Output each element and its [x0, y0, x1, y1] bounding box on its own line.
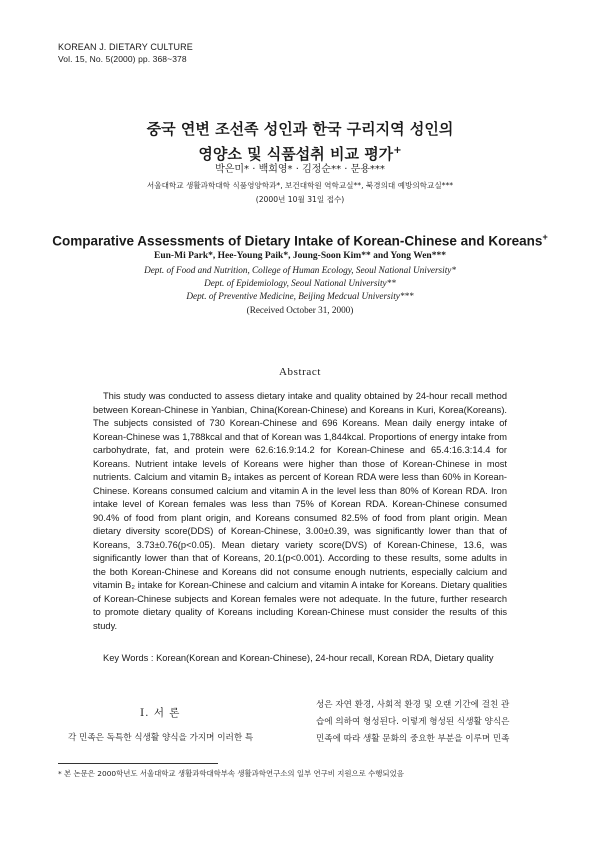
- english-affiliations: [0, 264, 600, 303]
- english-received-date: (Received October 31, 2000): [246, 305, 354, 315]
- korean-affiliations: 서울대학교 생활과학대학 식품영양학과*, 보건대학원 역학교실**, 북경의대 예방의학교실***: [146, 181, 454, 190]
- section-heading: I. 서 론: [140, 707, 181, 719]
- footnote-rule: [58, 763, 218, 764]
- journal-name: KOREAN J. DIETARY CULTURE: [58, 42, 193, 52]
- body-line: 민족에 따라 생활 문화의 중요한 부분을 이루며 민족: [316, 734, 510, 744]
- body-right-column: [316, 697, 548, 748]
- body-left-column: 각 민족은 독특한 식생활 양식을 가지며 이러한 특: [68, 733, 254, 743]
- korean-title: [0, 118, 600, 165]
- body-line: 습에 의하여 형성된다. 이렇게 형성된 식생활 양식은: [316, 717, 510, 727]
- korean-title-line1: 중국 연변 조선족 성인과 한국 구리지역 성인의: [146, 120, 454, 138]
- affiliation-line: Dept. of Food and Nutrition, College of Human Ecology, Seoul National University*: [144, 265, 456, 275]
- title-funding-mark: +: [393, 145, 402, 156]
- korean-title-line2: 영양소 및 식품섭취 비교 평가+: [198, 145, 402, 163]
- korean-authors: 박은미* · 백희영* · 김정순** · 문용***: [215, 164, 385, 175]
- body-line: 성은 자연 환경, 사회적 환경 및 오랜 기간에 걸친 관: [316, 700, 510, 710]
- korean-received-date: (2000년 10월 31일 접수): [255, 195, 345, 204]
- abstract-body: This study was conducted to assess dietary intake and quality obtained by 24-hour recall method between Korean-Chinese in Yanbian, China(Korean-Chinese) and Koreans in Kuri, Korea(Koreans). The subjects consisted of 730 Korean-Chinese and 696 Koreans. Mean daily energy intake of Korean-Chinese was 1,788kcal and that of Korean was 1,844kcal. Proportions of energy intake from carbohydrate, fat, and protein were 62.6:16.9:14.2 for Korean-Chinese and 65.4:16.3:14.4 for Koreans. Nutrient intake levels of Koreans were higher than those of Korean-Chinese in most nutrients. Calcium and vitamin B₂ intakes as percent of Korean RDA were less than 60% in Korean-Chinese. Koreans consumed calcium and vitamin A in the level less than 80% of Korean RDA. Iron intake level of Korean females was less than 75% of Korean RDA. Korean-Chinese consumed 90.4% of food from plant origin, and Koreans consumed 82.5% of food from plant origin. Mean dietary diversity score(DDS) of Korean-Chinese, 3.00±0.39, was significantly lower than that of Koreans, 3.73±0.76(p<0.05). Mean dietary variety score(DVS) of Korean-Chinese, 13.6, was significantly lower than that of Koreans, 20.1(p<0.001). According to these results, some adults in the both Korean-Chinese and Koreans did not consume enough nutrients, especially calcium and vitamin B₂ intake for Korean-Chinese and calcium and vitamin A intake for Koreans. Dietary qualities of Korean-Chinese subjects and Korean females were not adequate. In the future, further research to promote dietary quality of Koreans including Korean-Chinese must consider the results of this study.: [93, 391, 507, 631]
- keywords-label: Key Words :: [103, 653, 154, 663]
- keywords-list: Korean(Korean and Korean-Chinese), 24-hour recall, Korean RDA, Dietary quality: [156, 653, 494, 663]
- english-title: Comparative Assessments of Dietary Intake of Korean-Chinese and Koreans+: [52, 232, 548, 249]
- english-title-mark: +: [542, 232, 548, 242]
- english-authors: Eun-Mi Park*, Hee-Young Paik*, Joung-Soon Kim** and Yong Wen***: [154, 251, 446, 261]
- affiliation-line: Dept. of Preventive Medicine, Beijing Medcual University***: [186, 291, 414, 301]
- keywords: [103, 652, 523, 665]
- journal-header: [58, 41, 193, 65]
- abstract-heading: Abstract: [278, 366, 322, 378]
- affiliation-line: Dept. of Epidemiology, Seoul National University**: [204, 278, 396, 288]
- footnote: * 본 논문은 2000학년도 서울대학교 생활과학대학부속 생활과학연구소의 일부 연구비 지원으로 수행되었음: [58, 769, 404, 778]
- journal-volume: Vol. 15, No. 5(2000) pp. 368~378: [58, 54, 187, 64]
